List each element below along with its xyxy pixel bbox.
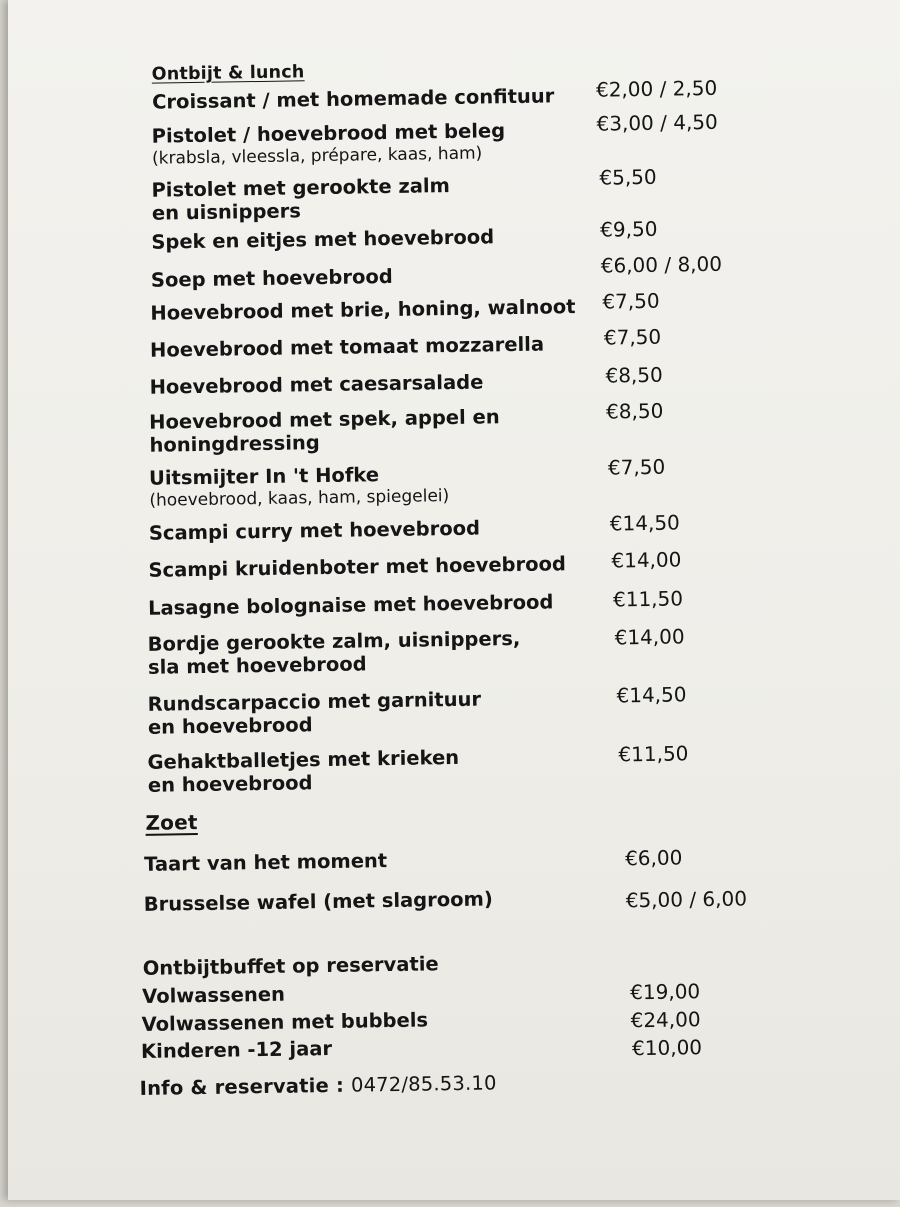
item-name-cont: en hoevebrood (147, 771, 313, 797)
item-name: Scampi curry met hoevebrood (148, 516, 481, 545)
menu-item (149, 405, 500, 456)
item-price: €6,00 (624, 845, 683, 871)
item-description: (hoevebrood, kaas, ham, spiegelei) (149, 486, 450, 511)
item-name: Brusselse wafel (met slagroom) (143, 887, 493, 916)
item-name: Scampi kruidenboter met hoevebrood (148, 552, 567, 582)
buffet-title-text: Ontbijtbuffet op reservatie (142, 952, 439, 980)
item-description: (krabsla, vleessla, prépare, kaas, ham) (151, 143, 483, 169)
menu-item (148, 590, 554, 619)
item-price: €14,00 (611, 547, 682, 573)
buffet-item (141, 1008, 428, 1035)
item-name: Pistolet met gerookte zalm (151, 174, 451, 202)
item-price: €7,50 (603, 324, 662, 350)
item-name: Volwassenen met bubbels (141, 1008, 429, 1036)
item-name: Hoevebrood met brie, honing, walnoot (150, 295, 576, 325)
item-name-cont: en hoevebrood (147, 713, 313, 739)
info-line (139, 1071, 496, 1100)
menu-item (148, 552, 566, 582)
item-name: Hoevebrood met spek, appel en (148, 405, 500, 434)
menu-item (151, 265, 393, 292)
item-price: €5,50 (599, 164, 657, 190)
menu-item (147, 688, 481, 739)
menu-item (150, 295, 575, 325)
item-name: Spek en eitjes met hoevebrood (151, 225, 495, 254)
menu-item (149, 462, 450, 513)
item-name: Rundscarpaccio met garnituur (147, 687, 482, 716)
info-label: Info & reservatie : (139, 1073, 345, 1100)
item-name: Hoevebrood met caesarsalade (149, 370, 484, 399)
item-name: Soep met hoevebrood (150, 264, 393, 292)
menu-item (147, 746, 459, 797)
buffet-item (142, 983, 285, 1008)
item-name-cont: honingdressing (149, 431, 320, 457)
buffet-item (141, 1037, 332, 1063)
info-phone: 0472/85.53.10 (350, 1071, 497, 1097)
item-price: €6,00 / 8,00 (600, 251, 723, 278)
menu-sheet (8, 0, 900, 1200)
item-name: Pistolet / hoevebrood met beleg (151, 119, 506, 148)
item-price: €8,50 (605, 398, 664, 424)
menu-item (151, 225, 494, 253)
menu-item (149, 371, 483, 399)
menu-item (151, 174, 450, 225)
item-price: €14,00 (614, 624, 685, 650)
item-name: Gehaktballetjes met krieken (147, 745, 460, 774)
item-price: €11,50 (618, 741, 689, 767)
item-price: €2,00 / 2,50 (595, 75, 718, 102)
menu-item (144, 887, 493, 915)
item-price: €7,50 (602, 288, 660, 314)
section-heading-lunch: Ontbijt & lunch (151, 62, 305, 85)
item-price: €24,00 (630, 1007, 701, 1033)
menu-item (152, 84, 555, 113)
item-price: €14,50 (616, 682, 687, 708)
menu-item (144, 849, 387, 876)
item-price: €3,00 / 4,50 (596, 109, 718, 136)
item-price: €8,50 (605, 362, 663, 388)
item-name: Kinderen -12 jaar (140, 1036, 333, 1063)
item-price: €10,00 (631, 1035, 703, 1061)
item-name-cont: sla met hoevebrood (147, 652, 367, 679)
menu-item (151, 119, 505, 171)
menu-item (149, 517, 480, 545)
item-name: Volwassenen (142, 982, 286, 1008)
item-price: €7,50 (607, 454, 666, 480)
item-price: €5,00 / 6,00 (625, 886, 748, 913)
item-name: Uitsmijter In 't Hofke (148, 463, 380, 490)
item-price: €19,00 (629, 979, 701, 1005)
item-name: Bordje gerookte zalm, uisnippers, (147, 626, 521, 656)
item-name: Lasagne bolognaise met hoevebrood (147, 590, 554, 620)
menu-item (147, 627, 520, 679)
item-name: Croissant / met homemade confituur (151, 84, 555, 114)
item-name: Taart van het moment (143, 849, 388, 876)
item-name-cont: en uisnippers (151, 199, 302, 225)
menu-item (150, 333, 544, 362)
item-price: €9,50 (600, 216, 658, 242)
item-price: €14,50 (609, 510, 680, 536)
section-heading-sweet: Zoet (145, 810, 198, 835)
buffet-title (143, 952, 439, 980)
item-price: €11,50 (612, 586, 684, 612)
item-name: Hoevebrood met tomaat mozzarella (149, 332, 545, 362)
